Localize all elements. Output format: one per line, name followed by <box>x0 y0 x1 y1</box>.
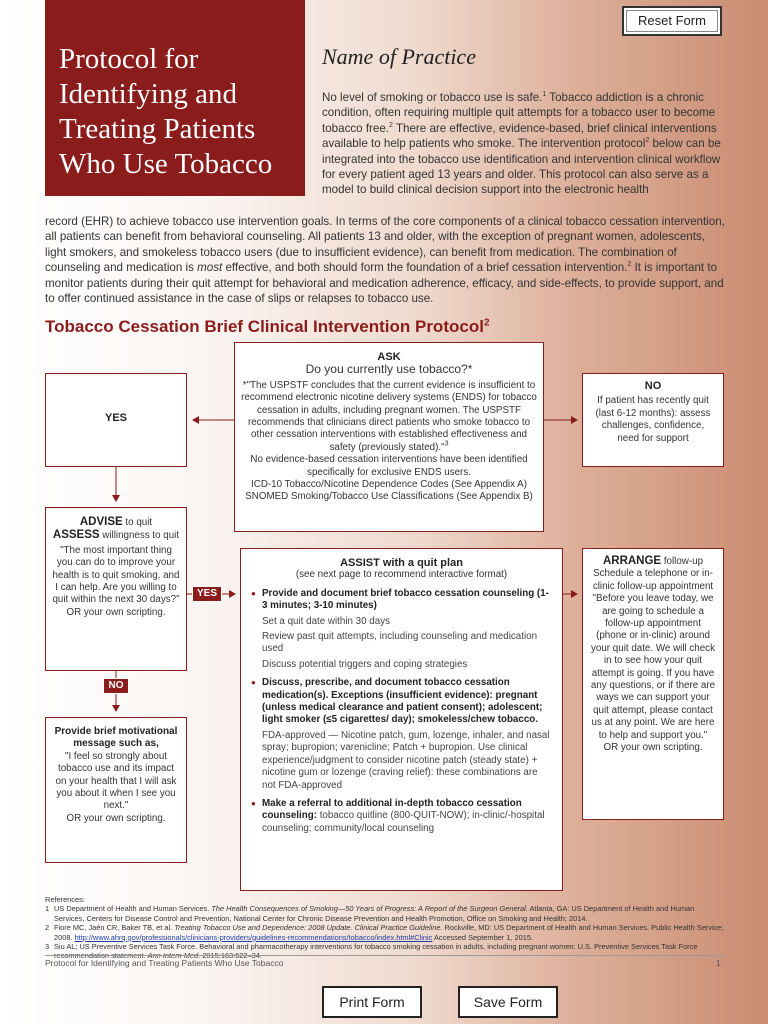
ask-box <box>234 342 544 532</box>
document-title <box>45 0 305 196</box>
footnote-ref: 2 <box>389 121 393 129</box>
reference-text: Accessed September 1, 2015. <box>432 932 534 942</box>
reference-text: Rockville, MD: US Department of Health and Human Services. Public Health Service; 2008. <box>54 923 724 942</box>
footer-divider <box>45 955 725 956</box>
assist-bullet-referral <box>251 798 552 835</box>
assist-sub-item: FDA-approved — Nicotine patch, gum, lozenge, inhaler, and nasal spray; bupropion; varenicline; Patch + bupropion. Use clinical experience/judgment to consider nicotine patch (steady state) + nicotine gum or lozenge (craving relief): these combinations are not FDA-approved <box>262 729 550 791</box>
brief-quote: "I feel so strongly about tobacco use and its impact on your health that I will ask you about it when I see you next." <box>55 750 177 812</box>
advise-quote: "The most important thing you can do to improve your health is to quit smoking, and I can help. Are you willing to quit within the next 30 days?" <box>52 544 180 606</box>
section-title-text: Tobacco Cessation Brief Clinical Intervention Protocol <box>45 317 484 336</box>
page-number: 1 <box>716 958 721 968</box>
reference-number: 3 <box>45 942 50 952</box>
intro-text: It is important to monitor patients during their quit attempt for behavioral and medication adherence, efficacy, and side-effects, to provide support, and to offer continued assistance in the case of slips or relapses to tobacco use. <box>45 261 724 306</box>
ask-no-evidence: No evidence-based cessation interventions have been identified specifically for exclusive ENDS users. <box>250 454 528 478</box>
arrange-box <box>582 548 724 820</box>
assist-sub-item: Discuss potential triggers and coping strategies <box>262 658 468 670</box>
intro-text: Tobacco addiction is a chronic condition, often requiring multiple quit attempts for a tobacco user to become tobacco free. <box>322 91 716 135</box>
section-title <box>45 317 490 337</box>
intro-text: effective, and both should form the foundation of a brief cessation intervention. <box>222 261 628 275</box>
footnote-ref: 3 <box>444 440 449 448</box>
title-line-1: Protocol for <box>59 43 199 75</box>
footnote-ref: 2 <box>645 137 650 145</box>
reference-item <box>45 923 725 942</box>
yes-tag: YES <box>192 586 222 602</box>
brief-own-scripting: OR your own scripting. <box>66 812 166 824</box>
references-heading: References: <box>45 895 85 904</box>
assess-text: willingness to quit <box>99 530 180 542</box>
intro-text: There are effective, evidence-based, brief clinical interventions available to help patients who smoke. The intervention protocol <box>322 121 717 151</box>
advise-own-scripting: OR your own scripting. <box>66 606 166 618</box>
assess-label: ASSESS <box>52 529 100 542</box>
assist-referral-label: Make a referral to additional in-depth tobacco cessation counseling: <box>262 797 522 822</box>
intro-emphasis: most <box>197 261 223 275</box>
assist-box <box>240 548 563 891</box>
footer-title: Protocol for Identifying and Treating Patients Who Use Tobacco <box>45 958 284 968</box>
arrange-label-text: follow-up <box>661 556 704 567</box>
reference-title: The Health Consequences of Smoking—50 Years of Progress: A Report of the Surgeon General. <box>211 904 528 914</box>
no-box <box>582 373 724 467</box>
brief-heading: Provide brief motivational message such as, <box>54 726 178 750</box>
reference-text: Siu AL; US Preventive Services Task Force. Behavioral and pharmacotherapy interventions for tobacco smoking cessation in adults, including pregnant women: U.S. Preventive Services Task Force <box>54 942 698 952</box>
assist-heading: ASSIST with a quit plan <box>340 557 463 569</box>
ask-heading: ASK <box>377 351 401 363</box>
intro-paragraph-bottom <box>45 214 725 306</box>
arrange-text: Schedule a telephone or in-clinic follow-up appointment <box>592 568 714 592</box>
title-line-4: Who Use Tobacco <box>59 148 273 180</box>
reference-number: 2 <box>45 923 50 933</box>
arrange-quote: "Before you leave today, we are going to schedule a follow-up appointment (phone or in-clinic) around your quit date. We will check in to see how your quit attempt is going. If you have any questions, or if there are ways we can support your quit attempt, please contact us at any point. We are here to help and support you." <box>590 593 716 741</box>
assist-bullet-medication: ● Discuss, prescribe, and document tobacco cessation medication(s). Exceptions (insufficient evidence): pregnant (unless medical clearance and patient consent); adolescent; light smoker (≤5 cigarettes/ day); smokeless/chew tobacco. <box>251 677 552 727</box>
no-tag: NO <box>103 678 129 694</box>
assist-bullet-counseling: ● Provide and document brief tobacco cessation counseling (1-3 minutes; 3-10 minutes) <box>251 588 552 613</box>
ask-note <box>241 380 537 454</box>
title-line-2: Identifying and <box>59 78 237 110</box>
ask-icd-codes: ICD-10 Tobacco/Nicotine Dependence Codes (See Appendix A) <box>251 479 527 491</box>
reference-number: 1 <box>45 904 50 914</box>
reference-link[interactable]: http://www.ahrq.gov/professionals/clinicians-providers/guidelines-recommendations/tobacco/index.html#Clinic <box>74 932 433 942</box>
no-label: NO <box>644 380 662 392</box>
references <box>45 895 725 961</box>
footnote-ref: 2 <box>483 317 490 329</box>
print-form-button[interactable]: Print Form <box>322 986 422 1018</box>
intro-text: below can be integrated into the tobacco use identification and intervention clinical workflow for every patient aged 13 years and older. This protocol can also serve as a model to build clinical decision support into the electronic health <box>322 137 721 197</box>
arrange-own-scripting: OR your own scripting. <box>603 742 703 754</box>
yes-label: YES <box>104 412 127 424</box>
practice-name-field[interactable]: Name of Practice <box>322 44 476 69</box>
title-line-3: Treating Patients <box>59 113 256 145</box>
advise-label: ADVISE <box>79 516 123 528</box>
assist-subheading: (see next page to recommend interactive format) <box>295 569 508 581</box>
reference-item <box>45 904 725 923</box>
ask-note-text: *"The USPSTF concludes that the current evidence is insufficient to recommend electronic nicotine delivery systems (ENDS) for tobacco cessation in adults, including pregnant women. The USPSTF recommends that clinicians direct patients who smoke tobacco to other cessation interventions with established effectiveness and safety (previously stated)." <box>241 379 537 453</box>
advise-box <box>45 507 187 671</box>
assist-referral-text: tobacco quitline (800-QUIT-NOW); in-clinic/-hospital counseling; community/local counseling <box>262 810 545 834</box>
reference-text: US Department of Health and Human Services. <box>54 904 212 914</box>
brief-message-box <box>45 717 187 863</box>
reference-title: Treating Tobacco Use and Dependence: 2008 Update. Clinical Practice Guideline. <box>174 923 443 933</box>
reset-form-button[interactable]: Reset Form <box>622 6 722 36</box>
reference-text: Atlanta, GA: US Department of Health and Human Services, Centers for Disease Control and Prevention, National Center for Chronic Disease Prevention and Health Promotion, Office on Smoking and Health; 2014. <box>54 904 695 923</box>
footnote-ref: 1 <box>542 91 547 99</box>
no-text: If patient has recently quit (last 6-12 months): assess challenges, confidence, need for support <box>595 395 711 444</box>
arrange-label: ARRANGE <box>602 555 662 567</box>
assist-sub-item: Review past quit attempts, including counseling and medication used <box>262 631 538 655</box>
intro-text: No level of smoking or tobacco use is safe. <box>322 91 543 104</box>
reference-text: Fiore MC, Jaén CR, Baker TB, et al. <box>54 923 175 933</box>
intro-text: record (EHR) to achieve tobacco use intervention goals. In terms of the core components of a clinical tobacco cessation intervention, all patients can benefit from behavioral counseling. All patients 13 and older, with the exception of pregnant women, adolescents, light smokers, and smokeless tobacco users (due to insufficient evidence), can benefit from medication. The combination of counseling and medication is <box>45 215 725 275</box>
assist-sub-item: Set a quit date within 30 days <box>262 615 390 627</box>
intro-paragraph-top <box>322 90 722 198</box>
ask-snomed: SNOMED Smoking/Tobacco Use Classifications (See Appendix B) <box>245 491 533 503</box>
save-form-button[interactable]: Save Form <box>458 986 558 1018</box>
advise-text: to quit <box>122 517 153 528</box>
ask-question: Do you currently use tobacco?* <box>305 362 473 377</box>
yes-box <box>45 373 187 467</box>
footnote-ref: 2 <box>627 261 632 269</box>
